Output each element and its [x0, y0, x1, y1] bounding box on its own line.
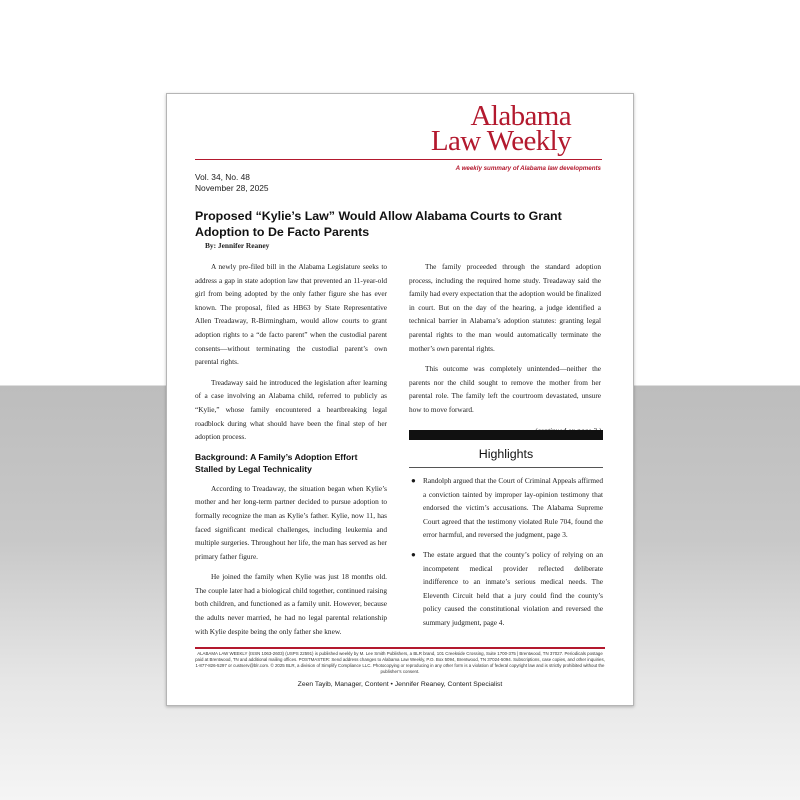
- article-column-left: [195, 260, 387, 645]
- masthead-title: [430, 100, 571, 157]
- article-headline: Proposed “Kylie’s Law” Would Allow Alabama Courts to Grant Adoption to De Facto Parents: [195, 209, 562, 239]
- staff-credits: Zeen Tayib, Manager, Content • Jennifer Reaney, Content Specialist: [297, 681, 503, 688]
- masthead-title-line1: Alabama: [470, 100, 571, 132]
- highlight-text: Randolph argued that the Court of Criminal Appeals affirmed a conviction tainted by improper lay-opinion testimony that endorsed the victim’s accusations. The Alabama Supreme Court agreed that the testimony violated Rule 704, found the error harmful, and reversed the judgment, page 3.: [423, 476, 603, 540]
- article-paragraph: The family proceeded through the standard adoption process, including the required home study. Treadaway said the family had every expectation that the adoption would be finalized in court. But on the day of the hearing, a judge identified a technical barrier in Alabama’s adoption statutes: granting legal parental rights to the man would automatically terminate the mother’s own parental rights.: [409, 262, 601, 353]
- article-paragraph: A newly pre-filed bill in the Alabama Legislature seeks to address a gap in state adoption law that prevented an 11-year-old girl from being adopted by the only father figure she has ever known. The proposal, filed as HB63 by State Representative Allen Treadaway, R-Birmingham, would allow courts to grant adoption rights to a “de facto parent” when the custodial parent consents—without terminating the custodial parent’s own parental rights.: [195, 262, 387, 367]
- newsletter-page: [166, 93, 634, 706]
- masthead-title-line2: Law Weekly: [430, 125, 571, 157]
- issue-date: November 28, 2025: [195, 182, 269, 193]
- article-paragraph: He joined the family when Kylie was just 18 months old. The couple later had a biological child together, continued raising both children, and functioned as a family unit. However, because the adults never married, he had no legal parental relationship with Kylie despite being the only father she knew.: [195, 572, 387, 636]
- highlight-item: [409, 548, 603, 630]
- issue-volume: Vol. 34, No. 48: [195, 172, 250, 182]
- masthead-tagline: A weekly summary of Alabama law developments: [455, 165, 601, 172]
- highlights-list: [409, 474, 603, 630]
- section-heading: Background: A Family’s Adoption Effort Stalled by Legal Technicality: [195, 451, 358, 474]
- masthead-rule: [195, 159, 602, 160]
- bullet-icon: ●: [411, 549, 416, 559]
- article-column-right: [409, 260, 601, 444]
- highlights-title: Highlights: [478, 447, 534, 461]
- publication-notice: ALABAMA LAW WEEKLY (ISSN 1063-2603) (USPS 22591) is published weekly by M. Lee Smith Publishers, a BLR brand, 101 Creekside Crossing, Suite 1700-375 | Brentwood, TN 37027. Periodicals postage paid at Brentwood, TN and additional mailing offices. POSTMASTER: Send address changes to Alabama Law Weekly, P.O. Box 5094, Brentwood, TN 37024-5094. Subscriptions, case copies, and other inquiries, 1-877-826-5297 or custserv@blr.com. © 2025 BLR, a division of Simplify Compliance LLC. Photocopying or reproducing in any other form is a violation of federal copyright law and is strictly prohibited without the publisher’s consent.: [195, 651, 605, 674]
- highlights-bar: [409, 430, 603, 440]
- highlight-item: [409, 474, 603, 542]
- highlight-text: The estate argued that the county’s policy of relying on an incompetent medical provider reflected deliberate indifference to an inmate’s serious medical needs. The Eleventh Circuit held that a jury could find the county’s policy caused the constitutional violation and reversed the summary judgment, page 4.: [423, 549, 603, 627]
- issue-info: [195, 172, 269, 193]
- article-paragraph: According to Treadaway, the situation began when Kylie’s mother and her long-term partner decided to pursue adoption to formally recognize the man as Kylie’s father. Kylie, now 11, has faced significant medical challenges, including leukemia and multiple surgeries. Throughout her life, the man has served as her primary father figure.: [195, 483, 387, 561]
- highlights-rule: [409, 467, 603, 468]
- article-paragraph: This outcome was completely unintended—neither the parents nor the child sought to remove the mother from her parental role. The family left the courtroom devastated, unsure how to move forward.: [409, 364, 601, 414]
- article-paragraph: Treadaway said he introduced the legislation after learning of a case involving an Alabama child, referred to publicly as “Kylie,” whose family encountered a heartbreaking legal roadblock during what should have been the final step of her adoption process.: [195, 377, 387, 442]
- highlights-box: [409, 430, 603, 636]
- article-byline: By: Jennifer Reaney: [205, 241, 270, 250]
- footer-rule: [195, 647, 605, 649]
- bullet-icon: ●: [411, 476, 416, 485]
